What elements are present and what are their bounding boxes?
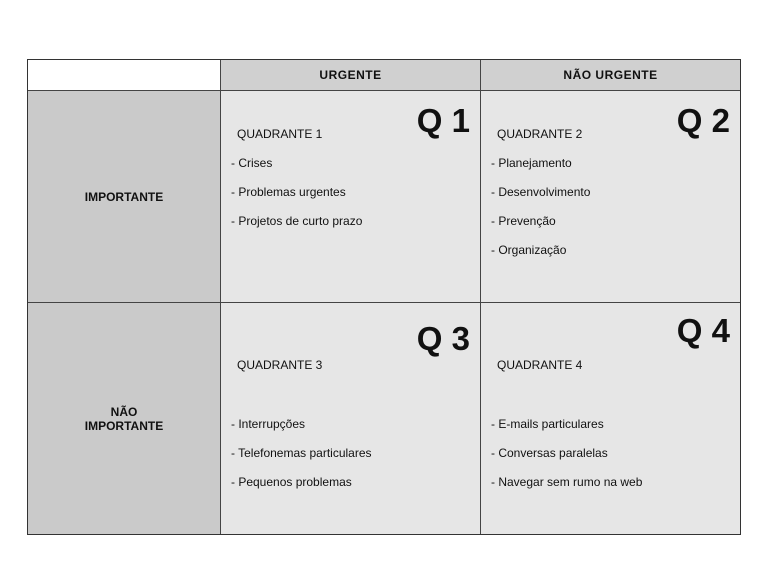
quadrant-title: QUADRANTE 3 xyxy=(237,358,323,372)
quadrant-1 xyxy=(221,91,481,303)
list-item: - Organização xyxy=(491,243,567,257)
quadrant-label: Q 2 xyxy=(676,102,730,139)
list-item: - Conversas paralelas xyxy=(491,446,608,460)
eisenhower-matrix xyxy=(27,59,741,535)
list-item: - Problemas urgentes xyxy=(231,185,346,199)
list-item: - Interrupções xyxy=(231,417,306,431)
quadrant-label: Q 3 xyxy=(416,320,470,357)
quadrant-items xyxy=(231,416,372,503)
quadrant-3 xyxy=(221,303,481,534)
list-item: - Pequenos problemas xyxy=(231,475,352,489)
list-item: - E-mails particulares xyxy=(491,417,604,431)
quadrant-2 xyxy=(481,91,740,303)
corner-cell xyxy=(28,60,221,91)
quadrant-4 xyxy=(481,303,740,534)
list-item: - Prevenção xyxy=(491,214,556,228)
row-header-importante: IMPORTANTE xyxy=(28,91,221,303)
quadrant-items xyxy=(491,416,642,503)
quadrant-label: Q 4 xyxy=(676,312,730,349)
column-header-nao-urgente: NÃO URGENTE xyxy=(481,60,740,91)
quadrant-title: QUADRANTE 1 xyxy=(237,127,323,141)
row-header-nao-importante: NÃO IMPORTANTE xyxy=(28,303,221,534)
quadrant-label: Q 1 xyxy=(416,102,470,139)
quadrant-title: QUADRANTE 4 xyxy=(497,358,583,372)
quadrant-items xyxy=(491,155,590,271)
list-item: - Navegar sem rumo na web xyxy=(491,475,643,489)
quadrant-items xyxy=(231,155,362,242)
list-item: - Planejamento xyxy=(491,156,572,170)
list-item: - Desenvolvimento xyxy=(491,185,591,199)
list-item: - Crises xyxy=(231,156,273,170)
quadrant-title: QUADRANTE 2 xyxy=(497,127,583,141)
column-header-urgente: URGENTE xyxy=(221,60,481,91)
list-item: - Projetos de curto prazo xyxy=(231,214,363,228)
list-item: - Telefonemas particulares xyxy=(231,446,372,460)
